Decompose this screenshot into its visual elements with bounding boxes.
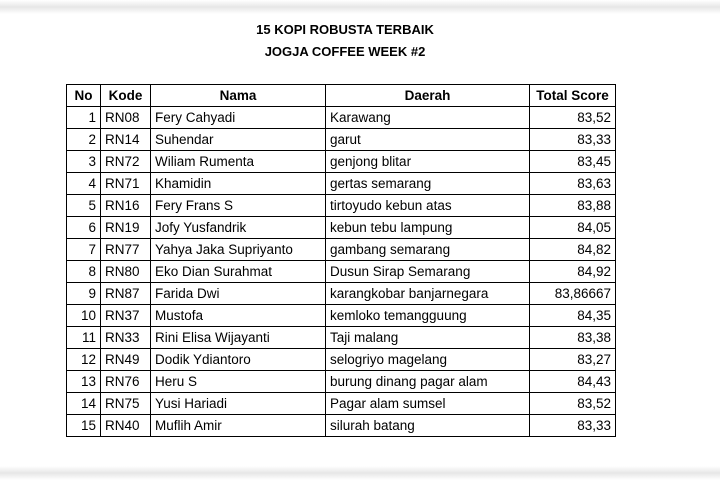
cell-no: 14 bbox=[67, 393, 101, 415]
cell-no: 11 bbox=[67, 327, 101, 349]
cell-total-score: 83,52 bbox=[530, 393, 616, 415]
cell-nama: Khamidin bbox=[151, 173, 326, 195]
paper-fold-shadow-top bbox=[0, 0, 720, 14]
cell-daerah: Taji malang bbox=[326, 327, 530, 349]
cell-kode: RN71 bbox=[101, 173, 151, 195]
cell-nama: Rini Elisa Wijayanti bbox=[151, 327, 326, 349]
header-total-score: Total Score bbox=[530, 85, 616, 107]
document-title: 15 KOPI ROBUSTA TERBAIK bbox=[256, 22, 434, 37]
cell-kode: RN80 bbox=[101, 261, 151, 283]
cell-no: 1 bbox=[67, 107, 101, 129]
cell-kode: RN19 bbox=[101, 217, 151, 239]
cell-kode: RN37 bbox=[101, 305, 151, 327]
table-row bbox=[67, 261, 616, 283]
cell-no: 4 bbox=[67, 173, 101, 195]
cell-daerah: Pagar alam sumsel bbox=[326, 393, 530, 415]
cell-total-score: 83,38 bbox=[530, 327, 616, 349]
cell-nama: Mustofa bbox=[151, 305, 326, 327]
cell-total-score: 83,88 bbox=[530, 195, 616, 217]
cell-nama: Farida Dwi bbox=[151, 283, 326, 305]
cell-kode: RN33 bbox=[101, 327, 151, 349]
cell-total-score: 84,05 bbox=[530, 217, 616, 239]
cell-daerah: burung dinang pagar alam bbox=[326, 371, 530, 393]
cell-kode: RN49 bbox=[101, 349, 151, 371]
header-no: No bbox=[67, 85, 101, 107]
table-row bbox=[67, 305, 616, 327]
cell-kode: RN08 bbox=[101, 107, 151, 129]
cell-nama: Dodik Ydiantoro bbox=[151, 349, 326, 371]
table-body bbox=[67, 107, 616, 437]
cell-nama: Yusi Hariadi bbox=[151, 393, 326, 415]
table-row bbox=[67, 195, 616, 217]
paper-fold-shadow-bottom bbox=[0, 466, 720, 480]
table-row bbox=[67, 371, 616, 393]
header-row bbox=[67, 85, 616, 107]
cell-total-score: 84,92 bbox=[530, 261, 616, 283]
cell-nama: Yahya Jaka Supriyanto bbox=[151, 239, 326, 261]
table-row bbox=[67, 393, 616, 415]
score-table bbox=[66, 84, 616, 437]
cell-daerah: Karawang bbox=[326, 107, 530, 129]
cell-no: 3 bbox=[67, 151, 101, 173]
cell-no: 9 bbox=[67, 283, 101, 305]
cell-daerah: silurah batang bbox=[326, 415, 530, 437]
cell-total-score: 83,33 bbox=[530, 129, 616, 151]
cell-total-score: 83,52 bbox=[530, 107, 616, 129]
table-row bbox=[67, 129, 616, 151]
cell-nama: Suhendar bbox=[151, 129, 326, 151]
table-row bbox=[67, 349, 616, 371]
cell-kode: RN16 bbox=[101, 195, 151, 217]
cell-total-score: 84,35 bbox=[530, 305, 616, 327]
cell-total-score: 83,86667 bbox=[530, 283, 616, 305]
document-subtitle: JOGJA COFFEE WEEK #2 bbox=[264, 44, 426, 59]
cell-nama: Heru S bbox=[151, 371, 326, 393]
cell-kode: RN40 bbox=[101, 415, 151, 437]
table-row bbox=[67, 327, 616, 349]
table-row bbox=[67, 151, 616, 173]
cell-daerah: genjong blitar bbox=[326, 151, 530, 173]
cell-total-score: 83,63 bbox=[530, 173, 616, 195]
cell-daerah: Dusun Sirap Semarang bbox=[326, 261, 530, 283]
cell-nama: Fery Cahyadi bbox=[151, 107, 326, 129]
cell-total-score: 83,45 bbox=[530, 151, 616, 173]
cell-no: 7 bbox=[67, 239, 101, 261]
cell-total-score: 84,82 bbox=[530, 239, 616, 261]
header-kode: Kode bbox=[101, 85, 151, 107]
cell-kode: RN87 bbox=[101, 283, 151, 305]
cell-daerah: kemloko temangguung bbox=[326, 305, 530, 327]
cell-daerah: gambang semarang bbox=[326, 239, 530, 261]
cell-kode: RN72 bbox=[101, 151, 151, 173]
table-row bbox=[67, 415, 616, 437]
cell-no: 8 bbox=[67, 261, 101, 283]
cell-kode: RN75 bbox=[101, 393, 151, 415]
cell-nama: Fery Frans S bbox=[151, 195, 326, 217]
table-row bbox=[67, 283, 616, 305]
cell-no: 5 bbox=[67, 195, 101, 217]
cell-total-score: 84,43 bbox=[530, 371, 616, 393]
cell-no: 15 bbox=[67, 415, 101, 437]
header-daerah: Daerah bbox=[326, 85, 530, 107]
table-row bbox=[67, 173, 616, 195]
cell-daerah: kebun tebu lampung bbox=[326, 217, 530, 239]
cell-daerah: garut bbox=[326, 129, 530, 151]
table-row bbox=[67, 217, 616, 239]
cell-nama: Eko Dian Surahmat bbox=[151, 261, 326, 283]
table-row bbox=[67, 107, 616, 129]
header-nama: Nama bbox=[151, 85, 326, 107]
cell-total-score: 83,33 bbox=[530, 415, 616, 437]
cell-daerah: gertas semarang bbox=[326, 173, 530, 195]
cell-daerah: tirtoyudo kebun atas bbox=[326, 195, 530, 217]
cell-daerah: karangkobar banjarnegara bbox=[326, 283, 530, 305]
cell-total-score: 83,27 bbox=[530, 349, 616, 371]
cell-kode: RN77 bbox=[101, 239, 151, 261]
table-header bbox=[67, 85, 616, 107]
cell-daerah: selogriyo magelang bbox=[326, 349, 530, 371]
cell-no: 13 bbox=[67, 371, 101, 393]
cell-no: 12 bbox=[67, 349, 101, 371]
cell-no: 6 bbox=[67, 217, 101, 239]
cell-kode: RN14 bbox=[101, 129, 151, 151]
cell-no: 2 bbox=[67, 129, 101, 151]
cell-nama: Jofy Yusfandrik bbox=[151, 217, 326, 239]
cell-no: 10 bbox=[67, 305, 101, 327]
cell-nama: Muflih Amir bbox=[151, 415, 326, 437]
cell-nama: Wiliam Rumenta bbox=[151, 151, 326, 173]
cell-kode: RN76 bbox=[101, 371, 151, 393]
table-row bbox=[67, 239, 616, 261]
